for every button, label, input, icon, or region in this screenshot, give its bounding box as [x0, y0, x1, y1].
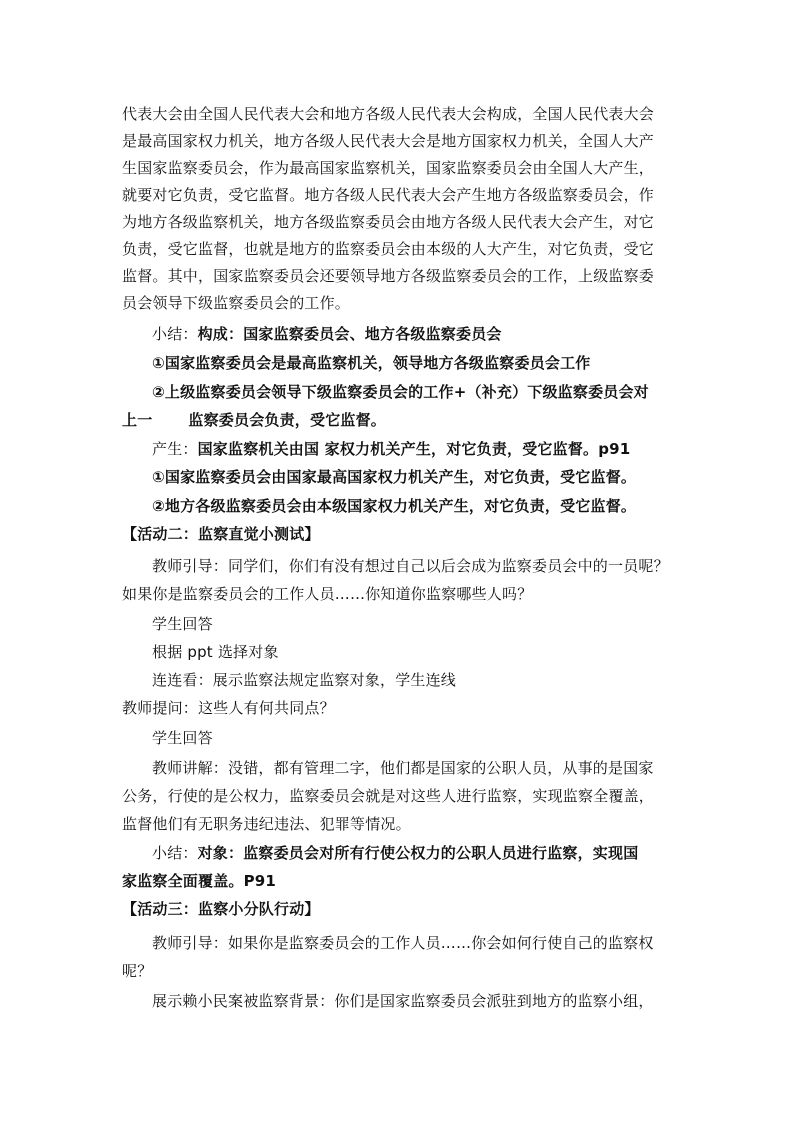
- teacher-explain-line: 教师讲解：没错，都有管理二字，他们都是国家的公职人员，从事的是国家: [152, 759, 654, 777]
- teacher-question: 教师提问：这些人有何共同点？: [122, 699, 335, 717]
- ppt-select: 根据 ppt 选择对象: [152, 643, 279, 661]
- point-line: ②上级监察委员会领导下级监察委员会的工作+（补充）下级监察委员会对: [152, 383, 649, 401]
- point-line: ①国家监察委员会是最高监察机关，领导地方各级监察委员会工作: [152, 354, 591, 372]
- paragraph-line: 员会领导下级监察委员会的工作。: [122, 294, 351, 312]
- summary-bold: 构成：国家监察委员会、地方各级监察委员会: [197, 325, 502, 343]
- paragraph-line: 负责，受它监督，也就是地方的监察委员会由本级的人大产生，对它负责，受它: [122, 240, 655, 258]
- summary-prefix: 小结：: [152, 844, 198, 862]
- point-fragment: 上一: [122, 411, 153, 429]
- activity-heading: 【活动三：监察小分队行动】: [122, 900, 320, 918]
- produce-line: [152, 439, 630, 459]
- paragraph-line: 代表大会由全国人民代表大会和地方各级人民代表大会构成，全国人民代表大会: [122, 105, 655, 123]
- point-line: ①国家监察委员会由国家最高国家权力机关产生，对它负责，受它监督。: [152, 468, 637, 486]
- summary-prefix: 小结：: [152, 325, 198, 343]
- student-answer: 学生回答: [152, 615, 213, 633]
- paragraph-line: 生国家监察委员会，作为最高国家监察机关，国家监察委员会由全国人大产生，: [122, 159, 655, 177]
- activity-heading: 【活动二：监察直觉小测试】: [122, 525, 320, 543]
- student-answer: 学生回答: [152, 729, 213, 747]
- paragraph-line: 为地方各级监察机关，地方各级监察委员会由地方各级人民代表大会产生，对它: [122, 213, 655, 231]
- summary-bold-continued: 家监察全面覆盖。P91: [122, 872, 277, 890]
- paragraph-line: 就要对它负责，受它监督。地方各级人民代表大会产生地方各级监察委员会，作: [122, 186, 655, 204]
- point-line: ②地方各级监察委员会由本级国家权力机关产生，对它负责，受它监督。: [152, 497, 637, 515]
- point-line-continued: [122, 410, 386, 430]
- teacher-guide-line: 呢？: [122, 962, 153, 980]
- produce-bold: 国家监察机关由国 家权力机关产生，对它负责，受它监督。p91: [197, 440, 631, 458]
- point-fragment: 监察委员会负责，受它监督。: [188, 411, 387, 429]
- summary-bold: 对象：监察委员会对所有行使公权力的公职人员进行监察，实现国: [197, 844, 639, 862]
- produce-prefix: 产生：: [152, 440, 198, 458]
- link-game: 连连看：展示监察法规定监察对象，学生连线: [152, 671, 457, 689]
- teacher-explain-line: 公务，行使的是公权力，监察委员会就是对这些人进行监察，实现监察全覆盖，: [122, 787, 655, 805]
- paragraph-line: 监督。其中，国家监察委员会还要领导地方各级监察委员会的工作，上级监察委: [122, 267, 655, 285]
- teacher-guide-line: 如果你是监察委员会的工作人员……你知道你监察哪些人吗？: [122, 585, 533, 603]
- teacher-explain-line: 监督他们有无职务违纪违法、犯罪等情况。: [122, 815, 411, 833]
- teacher-guide-line: 教师引导：如果你是监察委员会的工作人员……你会如何行使自己的监察权: [152, 934, 654, 952]
- teacher-guide-line: 教师引导：同学们，你们有没有想过自己以后会成为监察委员会中的一员呢？: [152, 557, 669, 575]
- summary-composition: [152, 324, 502, 344]
- case-intro: 展示赖小民案被监察背景：你们是国家监察委员会派驻到地方的监察小组，: [152, 992, 654, 1010]
- paragraph-line: 是最高国家权力机关，地方各级人民代表大会是地方国家权力机关，全国人大产: [122, 132, 655, 150]
- summary-object: [152, 843, 638, 863]
